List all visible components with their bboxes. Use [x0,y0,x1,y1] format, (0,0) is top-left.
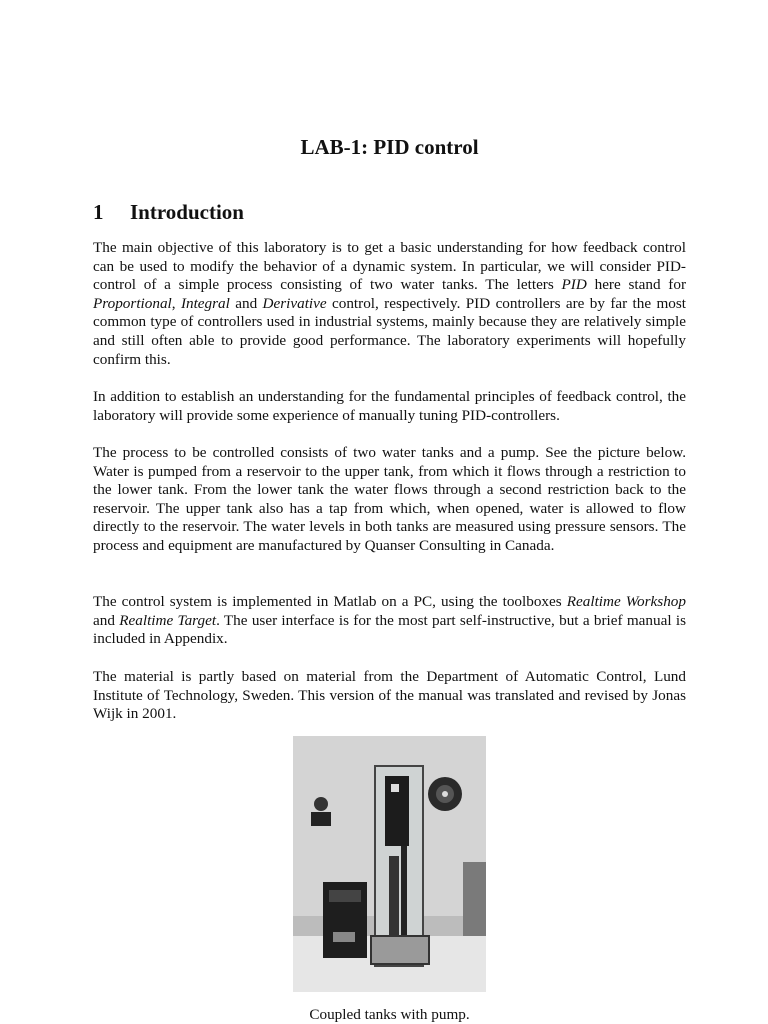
paragraph-objective [93,239,686,369]
text-run: here stand for [586,276,686,294]
emphasis-derivative: Derivative [262,294,327,312]
text-run: and [93,611,120,629]
emphasis-proportional: Proportional [93,294,172,312]
paragraph-control-system [93,593,686,649]
section-number: 1 [93,200,104,224]
text-run: The main objective of this laboratory is to get a basic understanding for how feedback control can be used to modify the behavior of a dynamic system. In particular, we will consider PID-control of a simple process consisting of two water tanks. The letters [93,239,686,294]
document-title: LAB-1: PID control [300,135,479,159]
emphasis-pid: PID [561,276,587,294]
emphasis-realtime-workshop: Realtime Workshop [566,593,686,610]
text-run: and [229,294,263,312]
section-heading [93,200,244,225]
coupled-tanks-photo [293,736,486,992]
paragraph-understanding: In addition to establish an understanding for the fundamental principles of feedback control, the laboratory will provide some experience of manually tuning PID-controllers. [93,388,686,424]
text-run: The control system is implemented in Matlab on a PC, using the toolboxes [93,593,567,610]
emphasis-integral: Integral [180,294,230,312]
section-title: Introduction [130,200,244,224]
figure-caption: Coupled tanks with pump. [309,1006,470,1023]
text-run: . The user interface is for the most part self-instructive, but a brief manual is included in Appendix. [93,611,686,648]
paragraph-material: The material is partly based on material from the Department of Automatic Control, Lund Institute of Technology, Sweden. This version of the manual was translated and revised by Jonas Wijk in 2001. [93,668,686,723]
coupled-tanks-illustration [293,736,486,992]
paragraph-process: The process to be controlled consists of two water tanks and a pump. See the picture below. Water is pumped from a reservoir to the upper tank, from which it flows through a restriction to the lower tank. From the lower tank the water flows through a second restriction back to the reservoir. The upper tank also has a tap from which, when opened, water is allowed to flow directly to the reservoir. The water levels in both tanks are measured using pressure sensors. The process and equipment are manufactured by Quanser Consulting in Canada. [93,444,686,554]
text-run: control, respectively. PID controllers are by far the most common type of controllers used in industrial systems, mainly because they are relatively simple and still often able to provide good performance. The laboratory experiments will hopefully confirm this. [93,294,687,368]
text-run: , [171,294,181,312]
emphasis-realtime-target: Realtime Target [119,611,217,629]
